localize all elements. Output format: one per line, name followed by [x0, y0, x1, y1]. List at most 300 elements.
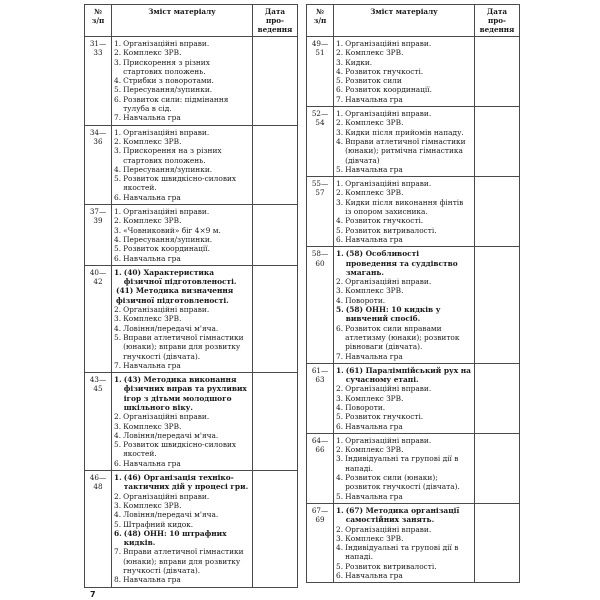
content-item: [114, 575, 250, 584]
date-cell: [253, 373, 298, 471]
content-item: [114, 254, 250, 263]
content-item: [336, 277, 472, 286]
item-text: Навчальна гра: [123, 360, 181, 370]
item-number: 3.: [114, 314, 122, 324]
content-item: [336, 188, 472, 197]
date-cell: [253, 37, 298, 126]
content-item: [336, 305, 472, 324]
content-item: [336, 76, 472, 85]
content-item: [336, 118, 472, 127]
item-number: 1.: [114, 207, 122, 217]
content-item: [114, 48, 250, 57]
item-number: 5.: [336, 225, 344, 235]
item-text: Розвиток сили: [345, 76, 402, 86]
item-text: Кидки після виконання фінтів із опором захисника.: [345, 197, 464, 217]
item-number: 5.: [336, 76, 344, 86]
item-text: Індивідуальні та групові дії в нападі.: [345, 454, 459, 473]
item-number: 6.: [336, 571, 344, 581]
lesson-content: [112, 471, 253, 588]
item-text: Організаційні вправи.: [123, 207, 210, 217]
content-item: [114, 137, 250, 146]
item-number: 2.: [336, 277, 344, 287]
item-number: 6.: [336, 85, 344, 95]
item-number: 5.: [114, 332, 122, 342]
item-text: Навчальна гра: [123, 192, 181, 202]
item-number: 3.: [336, 393, 344, 403]
item-text: Навчальна гра: [345, 351, 403, 361]
lesson-content: [112, 373, 253, 471]
content-item: [114, 314, 250, 323]
item-number: 3.: [114, 500, 122, 510]
table-row: [85, 37, 298, 126]
content-item: [336, 543, 472, 562]
content-item: [336, 179, 472, 188]
item-number: 6.: [114, 253, 122, 263]
date-cell: [475, 433, 520, 503]
content-item: [114, 95, 250, 114]
item-text: Вправи атлетичної гімнастики (юнаки); вправи для розвитку гнучкості (дівчата).: [123, 547, 244, 576]
content-item: [336, 48, 472, 57]
content-item: [336, 216, 472, 225]
table-header-row: [307, 5, 520, 37]
item-number: 4.: [336, 295, 344, 305]
table-body: [307, 37, 520, 583]
item-text: Організаційні вправи.: [345, 277, 432, 287]
item-number: 2.: [114, 48, 122, 58]
item-number: 1.: [336, 435, 344, 445]
content-item: [336, 525, 472, 534]
item-text: Організаційні вправи.: [123, 39, 210, 48]
content-item: [336, 571, 472, 580]
item-number: 3.: [336, 454, 344, 464]
item-text: Комплекс ЗРВ.: [345, 533, 404, 543]
table-row: [307, 177, 520, 247]
item-number: 6.: [114, 458, 122, 468]
lesson-content: [112, 205, 253, 266]
item-text: (58) Особливості проведення та суддівство змагань.: [345, 249, 458, 277]
item-number: 1.: [336, 39, 344, 48]
item-text: Навчальна гра: [345, 491, 403, 501]
content-item: [336, 454, 472, 473]
table-header-row: [85, 5, 298, 37]
item-number: 5.: [336, 164, 344, 174]
content-item: [114, 361, 250, 370]
table-row: [85, 373, 298, 471]
content-item: [336, 137, 472, 165]
content-item: [114, 207, 250, 216]
item-number: 4.: [336, 136, 344, 146]
item-text: Комплекс ЗРВ.: [345, 445, 404, 455]
item-number: 6.: [114, 528, 122, 538]
lesson-number: 40— 42: [85, 265, 112, 372]
header-date: Дата про- ведення: [253, 5, 298, 37]
lesson-number: 43— 45: [85, 373, 112, 471]
item-number: 7.: [114, 547, 122, 557]
item-text: Розвиток координації.: [345, 85, 432, 95]
item-number: 1.: [114, 473, 122, 483]
item-number: 2.: [114, 491, 122, 501]
lesson-plan-table-right: [306, 4, 520, 583]
content-item: [336, 422, 472, 431]
item-number: 1.: [336, 365, 344, 375]
content-item: [114, 412, 250, 421]
item-number: 2.: [114, 412, 122, 422]
item-text: Розвиток швидкісно-силових якостей.: [123, 174, 237, 193]
lesson-content: [334, 177, 475, 247]
item-text: (43) Методика виконання фізичних вправ та рухливих ігор з дітьми молодшого шкільного віку.: [123, 375, 247, 412]
content-item: [336, 58, 472, 67]
content-item: [114, 174, 250, 193]
item-text: (58) ОНН: 10 кидків у вивчений спосіб.: [345, 305, 441, 324]
item-number: 3.: [336, 197, 344, 207]
item-text: Ловіння/передачі м'яча.: [123, 510, 219, 520]
content-item: [336, 403, 472, 412]
content-item: [114, 165, 250, 174]
item-text: Навчальна гра: [345, 234, 403, 244]
item-number: 2.: [336, 48, 344, 58]
item-number: 5.: [114, 85, 122, 95]
item-number: 4.: [336, 543, 344, 553]
content-item: [114, 440, 250, 459]
lesson-number: 49— 51: [307, 37, 334, 107]
content-item: [336, 128, 472, 137]
content-item: [114, 473, 250, 492]
item-text: Організаційні вправи.: [345, 524, 432, 534]
content-item: [114, 235, 250, 244]
lesson-content: [112, 37, 253, 126]
item-number: 3.: [114, 225, 122, 235]
item-text: Кидки після прийомів нападу.: [345, 127, 464, 137]
item-number: 3.: [336, 57, 344, 67]
lesson-number: 58— 60: [307, 247, 334, 364]
table-row: [85, 265, 298, 372]
item-number: 2.: [336, 188, 344, 198]
item-number: 5.: [336, 491, 344, 501]
content-item: [114, 76, 250, 85]
item-number: 1.: [114, 39, 122, 48]
item-text: Організаційні вправи.: [345, 39, 432, 48]
item-number: 5.: [114, 174, 122, 184]
content-item: [114, 268, 250, 287]
item-text: (40) Характеристика фізичної підготовленості.: [123, 267, 237, 287]
item-number: 6.: [336, 234, 344, 244]
content-item: [114, 244, 250, 253]
content-item: [336, 95, 472, 104]
item-number: 2.: [336, 118, 344, 128]
item-number: 7.: [114, 360, 122, 370]
item-text: Комплекс ЗРВ.: [345, 286, 404, 296]
date-cell: [253, 125, 298, 204]
lesson-number: 55— 57: [307, 177, 334, 247]
item-text: (48) ОНН: 10 штрафних кидків.: [123, 528, 227, 548]
item-number: 5.: [114, 244, 122, 254]
item-number: 7.: [114, 113, 122, 123]
item-number: 8.: [114, 575, 122, 585]
content-item: [114, 422, 250, 431]
table-body: [85, 37, 298, 588]
item-text: Розвиток витривалості.: [345, 225, 437, 235]
item-number: 3.: [114, 57, 122, 67]
item-text: Комплекс ЗРВ.: [345, 118, 404, 128]
content-item: [336, 198, 472, 217]
item-text: Розвиток координації.: [123, 244, 210, 254]
item-number: 6.: [114, 94, 122, 104]
lesson-number: 37— 39: [85, 205, 112, 266]
item-text: Організаційні вправи.: [123, 412, 210, 422]
item-number: 3.: [336, 533, 344, 543]
item-number: 5.: [336, 412, 344, 422]
item-text: Розвиток швидкісно-силових якостей.: [123, 440, 237, 459]
table-row: [307, 247, 520, 364]
content-item: [336, 39, 472, 48]
lesson-content: [334, 107, 475, 177]
item-text: Комплекс ЗРВ.: [123, 136, 182, 146]
item-text: Пересування/зупинки.: [123, 164, 213, 174]
content-item: [114, 39, 250, 48]
item-text: Пересування/зупинки.: [123, 85, 213, 95]
item-number: 4.: [114, 76, 122, 86]
item-number: 2.: [336, 524, 344, 534]
item-text: Організаційні вправи.: [123, 305, 210, 315]
item-number: 6.: [336, 421, 344, 431]
item-text: Навчальна гра: [123, 458, 181, 468]
content-item: [336, 436, 472, 445]
item-number: 4.: [114, 323, 122, 333]
content-item: [114, 146, 250, 165]
content-item: [114, 216, 250, 225]
item-text: Навчальна гра: [345, 164, 403, 174]
date-cell: [253, 205, 298, 266]
item-number: 1.: [336, 505, 344, 515]
lesson-content: [112, 125, 253, 204]
table-row: [307, 503, 520, 582]
table-row: [85, 205, 298, 266]
content-item: [336, 235, 472, 244]
content-item: [114, 459, 250, 468]
item-text: Організаційні вправи.: [345, 384, 432, 394]
content-item: [336, 562, 472, 571]
item-text: Організаційні вправи.: [345, 435, 432, 445]
item-text: Навчальна гра: [123, 113, 181, 123]
lesson-content: [334, 247, 475, 364]
item-text: Комплекс ЗРВ.: [345, 48, 404, 58]
content-item: [336, 473, 472, 492]
item-text: (67) Методика організації самостійних занять.: [345, 505, 460, 525]
content-item: [336, 67, 472, 76]
header-content: Зміст матеріалу: [334, 5, 475, 37]
item-text: (46) Організація техніко-тактичних дій у процесі гри.: [123, 473, 249, 492]
table-row: [307, 433, 520, 503]
item-number: 3.: [114, 421, 122, 431]
item-text: «Човниковий» біг 4×9 м.: [123, 225, 221, 235]
item-text: Навчальна гра: [345, 421, 403, 431]
content-item: [114, 286, 250, 305]
content-item: [336, 226, 472, 235]
header-number: № з/п: [85, 5, 112, 37]
table-row: [307, 107, 520, 177]
item-text: Пересування/зупинки.: [123, 234, 213, 244]
content-item: [336, 352, 472, 361]
content-item: [336, 324, 472, 352]
content-item: [114, 510, 250, 519]
lesson-content: [334, 433, 475, 503]
item-text: Прискорення на з різних стартових положень.: [123, 146, 222, 165]
item-text: Організаційні вправи.: [123, 127, 210, 137]
item-text: Комплекс ЗРВ.: [123, 216, 182, 226]
item-number: 1.: [336, 109, 344, 119]
content-item: [114, 305, 250, 314]
header-date: Дата про- ведення: [475, 5, 520, 37]
item-text: Ловіння/передачі м'яча.: [123, 323, 219, 333]
item-number: 2.: [114, 305, 122, 315]
content-item: [114, 193, 250, 202]
item-number: 3.: [336, 127, 344, 137]
item-text: Комплекс ЗРВ.: [123, 421, 182, 431]
content-item: [114, 333, 250, 361]
lesson-number: 52— 54: [307, 107, 334, 177]
item-text: Навчальна гра: [123, 575, 181, 585]
date-cell: [253, 265, 298, 372]
date-cell: [253, 471, 298, 588]
content-item: [336, 85, 472, 94]
lesson-number: 67— 69: [307, 503, 334, 582]
date-cell: [475, 107, 520, 177]
content-item: [114, 529, 250, 548]
item-text: Комплекс ЗРВ.: [345, 393, 404, 403]
item-number: 7.: [336, 94, 344, 104]
lesson-number: 64— 66: [307, 433, 334, 503]
content-item: [336, 534, 472, 543]
item-text: Прискорення з різних стартових положень.: [123, 57, 210, 76]
content-item: [114, 113, 250, 122]
item-number: 3.: [336, 286, 344, 296]
item-text: Ловіння/передачі м'яча.: [123, 430, 219, 440]
lesson-number: 61— 63: [307, 363, 334, 433]
item-number: 5.: [114, 440, 122, 450]
item-number: 4.: [336, 402, 344, 412]
item-text: Комплекс ЗРВ.: [123, 500, 182, 510]
item-number: 4.: [336, 473, 344, 483]
item-text: Розвиток витривалості.: [345, 561, 437, 571]
lesson-content: [334, 503, 475, 582]
content-item: [336, 412, 472, 421]
date-cell: [475, 247, 520, 364]
date-cell: [475, 37, 520, 107]
item-text: Навчальна гра: [345, 94, 403, 104]
item-number: 1.: [114, 375, 122, 385]
item-number: 2.: [336, 384, 344, 394]
item-text: Повороти.: [345, 295, 386, 305]
date-cell: [475, 177, 520, 247]
item-text: Організаційні вправи.: [345, 179, 432, 189]
date-cell: [475, 363, 520, 433]
content-item: [114, 547, 250, 575]
item-number: 1.: [336, 249, 344, 259]
item-text: Повороти.: [345, 402, 386, 412]
item-text: Розвиток гнучкості.: [345, 216, 424, 226]
item-number: 5.: [336, 305, 344, 315]
item-number: 2.: [336, 445, 344, 455]
item-text: Вправи атлетичної гімнастики (юнаки); ритмічна гімнастика (дівчата): [345, 136, 466, 165]
content-item: [114, 375, 250, 412]
item-number: 1.: [114, 127, 122, 137]
item-number: 4.: [336, 216, 344, 226]
item-text: (61) Паралімпійський рух на сучасному етапі.: [345, 365, 471, 385]
item-text: Вправи атлетичної гімнастики (юнаки); вправи для розвитку гнучкості (дівчата).: [123, 332, 244, 361]
item-number: 5.: [114, 519, 122, 529]
item-text: Організаційні вправи.: [345, 109, 432, 119]
content-item: [114, 128, 250, 137]
content-item: [114, 85, 250, 94]
content-item: [336, 394, 472, 403]
header-number: № з/п: [307, 5, 334, 37]
item-text: Штрафний кидок.: [123, 519, 194, 529]
content-item: [336, 445, 472, 454]
lesson-number: 34— 36: [85, 125, 112, 204]
table-row: [307, 37, 520, 107]
item-number: 4.: [114, 234, 122, 244]
content-item: [114, 501, 250, 510]
content-item: [336, 506, 472, 525]
date-cell: [475, 503, 520, 582]
content-item: [336, 109, 472, 118]
content-item: [336, 286, 472, 295]
item-text: Розвиток сили (юнаки); розвиток гнучкості (дівчата).: [345, 473, 460, 492]
item-text: Організаційні вправи.: [123, 491, 210, 501]
table-row: [85, 471, 298, 588]
item-number: 5.: [336, 561, 344, 571]
item-text: Кидки.: [345, 57, 373, 67]
header-content: Зміст матеріалу: [112, 5, 253, 37]
content-item: [114, 58, 250, 77]
lesson-plan-table-left: [84, 4, 298, 588]
content-item: [114, 226, 250, 235]
table-row: [307, 363, 520, 433]
item-number: 4.: [114, 164, 122, 174]
item-number: 7.: [336, 351, 344, 361]
item-text: Комплекс ЗРВ.: [345, 188, 404, 198]
item-text: Комплекс ЗРВ.: [123, 314, 182, 324]
lesson-content: [112, 265, 253, 372]
item-number: 4.: [336, 66, 344, 76]
content-item: [336, 165, 472, 174]
table-row: [85, 125, 298, 204]
content-item: [114, 492, 250, 501]
item-number: 3.: [114, 146, 122, 156]
item-text: Стрибки з поворотами.: [123, 76, 214, 86]
content-item: [114, 431, 250, 440]
item-text: Індивідуальні та групові дії в нападі.: [345, 543, 459, 562]
lesson-content: [334, 37, 475, 107]
item-text: Розвиток сили: підмінання тулуба в сід.: [123, 94, 229, 114]
item-number: 1.: [336, 179, 344, 189]
item-number: 1.: [114, 267, 122, 277]
item-number: 6.: [336, 323, 344, 333]
item-text: Розвиток гнучкості.: [345, 412, 424, 422]
item-number: 4.: [114, 430, 122, 440]
item-number: 2.: [114, 216, 122, 226]
item-number: 6.: [114, 192, 122, 202]
content-item: [336, 492, 472, 501]
item-text: Навчальна гра: [345, 571, 403, 581]
item-text: Комплекс ЗРВ.: [123, 48, 182, 58]
item-text: Навчальна гра: [123, 253, 181, 263]
lesson-content: [334, 363, 475, 433]
lesson-number: 31— 33: [85, 37, 112, 126]
content-item: [114, 324, 250, 333]
item-text: Розвиток гнучкості.: [345, 66, 424, 76]
item-number: 2.: [114, 136, 122, 146]
